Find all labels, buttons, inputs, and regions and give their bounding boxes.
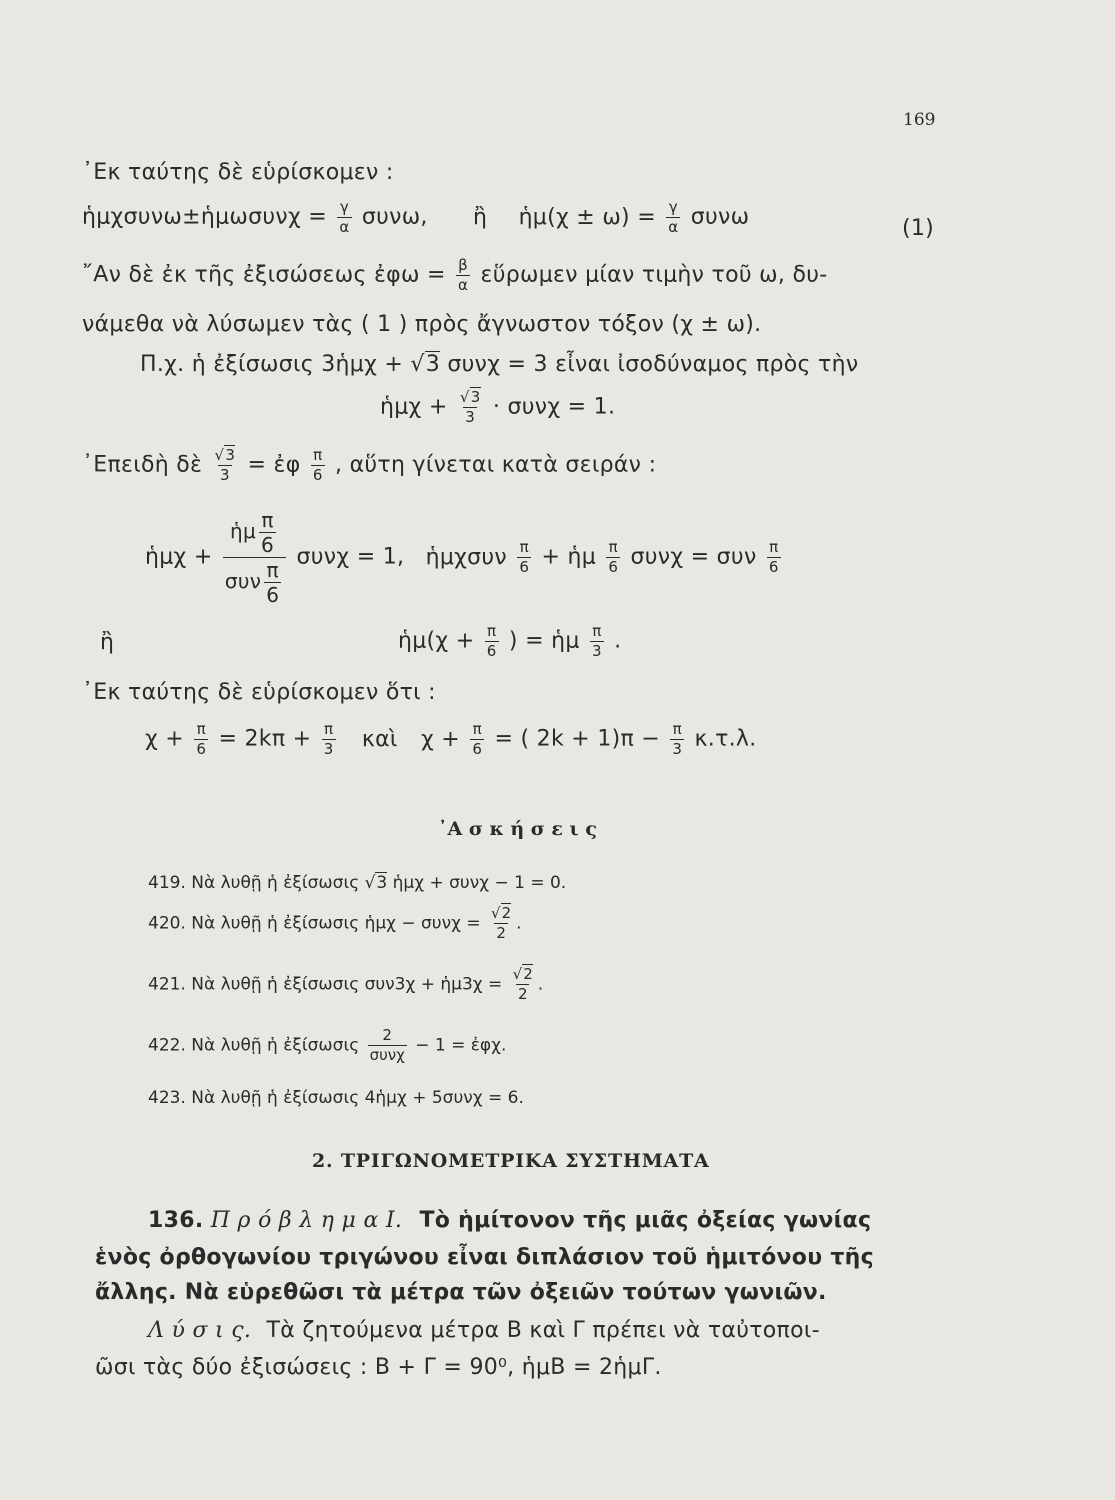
equation-line: ἡμχ + ἡμ $\frac{\pi}{6}$ συν $\frac{\pi}{6}$ συνχ = 1, ἡμχσυν $\frac{\pi}{6}$ + ἡμ $\frac{\pi}{6}$ συνχ = συν $\frac{\pi}{6}$ [145,508,779,607]
exercise-420: 420. Νὰ λυθῇ ἡ ἐξίσωσις ἡμχ − συνχ = $\frac{√2}{2}$ . [148,904,522,942]
compound-fraction: ἡμ $\frac{\pi}{6}$ συν $\frac{\pi}{6}$ [223,510,286,605]
fraction: $\frac{\gamma}{\alpha}$ [668,198,679,236]
exercise-422: 422. Νὰ λυθῇ ἡ ἐξίσωσις 2 συνχ − 1 = ἐφχ. [148,1026,507,1064]
text-line: ᾿Εκ ταύτης δὲ εὑρίσκομεν ὅτι : [82,680,436,705]
equation-number: (1) [902,216,935,241]
fraction: $\frac{\gamma}{\alpha}$ [339,198,350,236]
equation-line: ᾿Επειδὴ δὲ $\frac{√3}{3}$ = ἐφ $\frac{\pi}{6}$ , αὕτη γίνεται κατὰ σειράν : [82,446,657,484]
exercise-419: 419. Νὰ λυθῇ ἡ ἐξίσωσις √3 ἡμχ + συνχ − 1 = 0. [148,873,567,893]
fraction: $\frac{\beta}{\alpha}$ [458,256,469,294]
fraction: $\frac{\pi}{6}$ [608,538,619,576]
equation-line: χ + $\frac{\pi}{6}$ = 2kπ + $\frac{\pi}{3}$ καὶ χ + $\frac{\pi}{6}$ = ( 2k + 1)π − $\frac{\pi}{3}$ κ.τ.λ. [145,720,757,758]
fraction: $\frac{\pi}{3}$ [672,720,683,758]
fraction: $\frac{√3}{3}$ [214,446,236,484]
fraction: $\frac{\pi}{6}$ [472,720,483,758]
problem-line: 136. Π ρ ό β λ η μ α Ι. Τὸ ἡμίτονον τῆς μιᾶς ὀξείας γωνίας [148,1208,872,1233]
solution-line: ῶσι τὰς δύο ἐξισώσεις : Β + Γ = 90⁰, ἡμΒ = 2ἡμΓ. [95,1355,662,1380]
text-line: ᾿Εκ ταύτης δὲ εὑρίσκομεν : [82,160,394,185]
fraction: $\frac{\pi}{3}$ [323,720,334,758]
sqrt: √3 [410,352,441,377]
page-number: 169 [903,110,936,130]
exercise-421: 421. Νὰ λυθῇ ἡ ἐξίσωσις συν3χ + ἡμ3χ = $\frac{√2}{2}$ . [148,965,544,1003]
equation-line: ἡμχ + $\frac{√3}{3}$ · συνχ = 1. [380,388,616,426]
equation-line: ἡμ(χ + $\frac{\pi}{6}$ ) = ἡμ $\frac{\pi}{3}$ . [398,622,622,660]
solution-line: Λ ύ σ ι ς. Τὰ ζητούμενα μέτρα Β καὶ Γ πρέπει νὰ ταὐτοποι- [148,1318,820,1343]
exercise-423: 423. Νὰ λυθῇ ἡ ἐξίσωσις 4ἡμχ + 5συνχ = 6. [148,1088,524,1108]
fraction: $\frac{\pi}{6}$ [196,720,207,758]
section-title: 2. ΤΡΙΓΩΝΟΜΕΤΡΙΚΑ ΣΥΣΤΗΜΑΤΑ [312,1150,710,1172]
fraction: $\frac{\pi}{6}$ [486,622,497,660]
text-line: νάμεθα νὰ λύσωμεν τὰς ( 1 ) πρὸς ἄγνωστον τόξον (χ ± ω). [82,312,762,337]
fraction: $\frac{√3}{3}$ [459,388,481,426]
problem-line: ἄλλης. Νὰ εὑρεθῶσι τὰ μέτρα τῶν ὀξειῶν τούτων γωνιῶν. [95,1280,827,1305]
exercises-heading: ᾿Α σ κ ή σ ε ι ς [438,818,597,840]
text-line: ῎Αν δὲ ἐκ τῆς ἐξισώσεως ἐφω = $\frac{\beta}{\alpha}$ εὕρωμεν μίαν τιμὴν τοῦ ω, δυ- [82,256,828,294]
fraction: $\frac{\pi}{6}$ [312,446,323,484]
fraction: $\frac{\pi}{3}$ [591,622,602,660]
problem-line: ἑνὸς ὀρθογωνίου τριγώνου εἶναι διπλάσιον τοῦ ἡμιτόνου τῆς [95,1245,874,1270]
fraction: $\frac{\pi}{6}$ [768,538,779,576]
text-line: Π.χ. ἡ ἐξίσωσις 3ἡμχ + √3 συνχ = 3 εἶναι ἰσοδύναμος πρὸς τὴν [140,352,859,377]
equation-line: ἡμχσυνω±ἡμωσυνχ = $\frac{\gamma}{\alpha}$ συνω, ἢ ἡμ(χ ± ω) = $\frac{\gamma}{\alpha}$ συνω [82,198,750,236]
text-line: ἢ [100,630,115,655]
fraction: $\frac{\pi}{6}$ [519,538,530,576]
